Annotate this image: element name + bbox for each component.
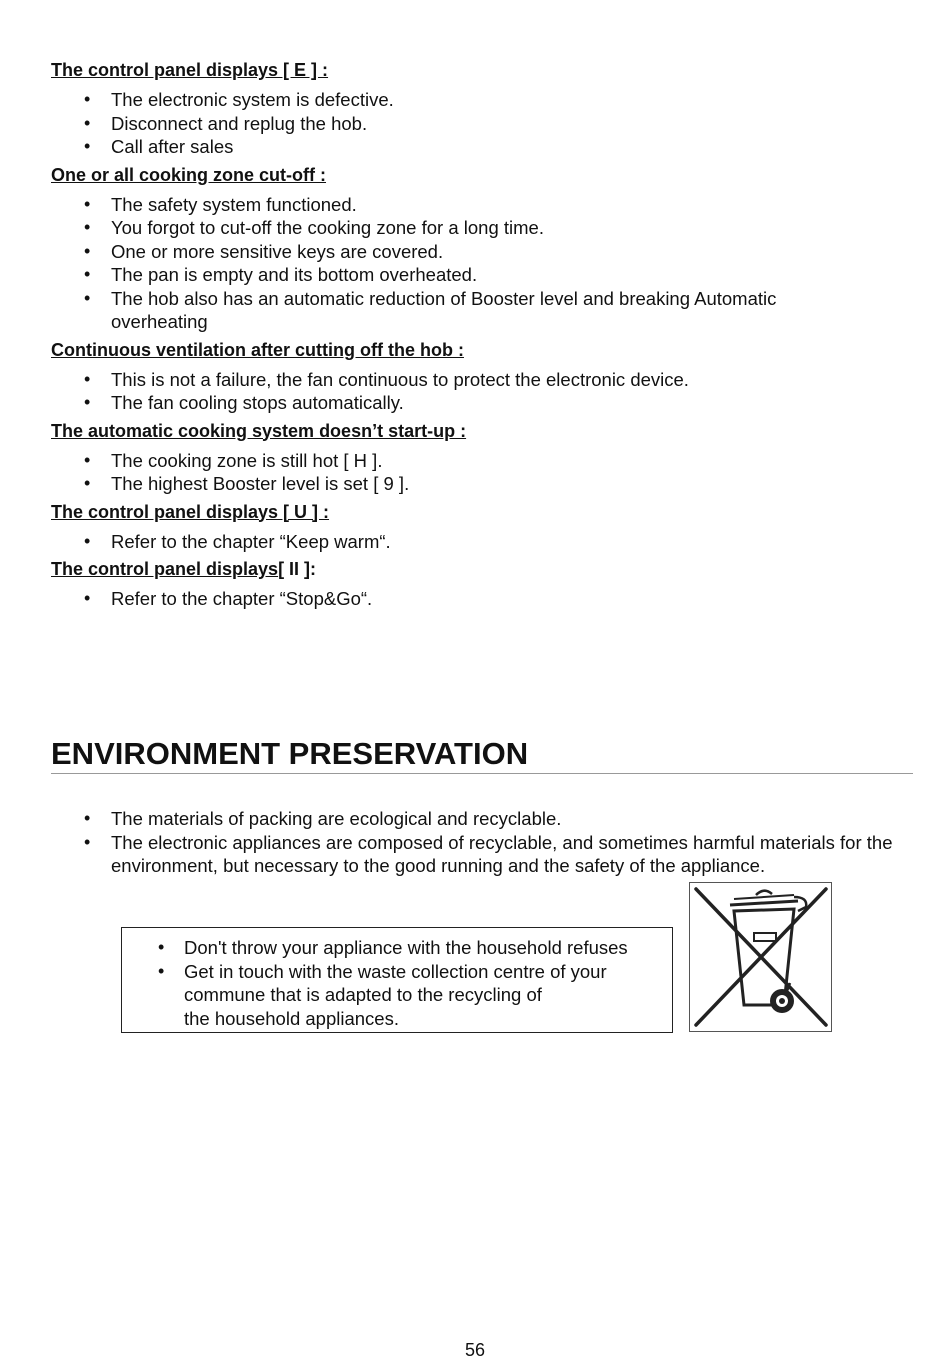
list-item <box>122 936 672 960</box>
troubleshooting-content <box>51 58 913 615</box>
bullet-icon: • <box>84 368 91 389</box>
section-display-ii <box>51 557 913 611</box>
section-display-e <box>51 58 913 159</box>
section-continuous-ventilation <box>51 338 913 415</box>
list-item-text: Refer to the chapter “Stop&Go“. <box>111 588 373 609</box>
bullet-list <box>51 88 913 159</box>
list-item-text: The cooking zone is still hot [ H ]. <box>111 449 383 471</box>
section-heading: The automatic cooking system doesn’t start-up : <box>51 420 467 441</box>
list-item <box>51 472 913 496</box>
bullet-icon: • <box>158 937 165 957</box>
list-item-text <box>184 961 607 1029</box>
bullet-list <box>51 449 913 496</box>
list-item-text: The electronic appliances are composed of recyclable, and sometimes harmful materials for the environment, but necessary to the good running and the safety of the appliance. <box>111 831 893 876</box>
crossed-out-wheelie-bin-icon <box>689 882 832 1032</box>
list-item-text: The electronic system is defective. <box>111 89 394 110</box>
section-display-u <box>51 500 913 554</box>
list-item <box>51 112 913 136</box>
list-item-text: Refer to the chapter “Keep warm“. <box>111 530 391 552</box>
list-item-text: Don't throw your appliance with the household refuses <box>184 937 628 958</box>
list-item-text: The materials of packing are ecological and recyclable. <box>111 808 562 829</box>
bullet-list <box>51 368 913 415</box>
section-heading <box>51 557 913 581</box>
disposal-notice-box <box>121 927 673 1033</box>
list-item <box>51 240 913 264</box>
list-item-text: This is not a failure, the fan continuous to protect the electronic device. <box>111 368 689 390</box>
section-heading: One or all cooking zone cut-off : <box>51 164 327 185</box>
list-item <box>51 287 913 334</box>
bullet-list <box>51 807 913 878</box>
list-item <box>51 587 913 611</box>
list-item <box>51 449 913 473</box>
bullet-icon: • <box>84 217 91 237</box>
bullet-icon: • <box>84 193 91 214</box>
bullet-icon: • <box>84 287 91 308</box>
list-item <box>51 88 913 112</box>
bullet-icon: • <box>84 473 91 493</box>
environment-title: ENVIRONMENT PRESERVATION <box>51 735 913 774</box>
bullet-icon: • <box>84 808 91 828</box>
list-item-text: The safety system functioned. <box>111 193 357 215</box>
environment-list <box>51 807 913 882</box>
bullet-icon: • <box>84 588 91 608</box>
list-item-text: The pan is empty and its bottom overheated. <box>111 264 478 285</box>
list-item <box>51 263 913 287</box>
section-heading: The control panel displays [ U ] : <box>51 501 330 522</box>
bullet-icon: • <box>84 392 91 412</box>
bullet-icon: • <box>84 264 91 284</box>
list-item <box>51 831 913 878</box>
section-zone-cutoff <box>51 163 913 334</box>
bullet-icon: • <box>84 89 91 109</box>
section-automatic-cooking <box>51 419 913 496</box>
list-item-text: You forgot to cut-off the cooking zone for a long time. <box>111 217 544 238</box>
weee-symbol <box>690 883 831 1031</box>
list-item-line: Get in touch with the waste collection centre of your <box>184 960 607 982</box>
list-item <box>51 135 913 159</box>
bullet-icon: • <box>84 449 91 470</box>
bullet-list <box>51 587 913 611</box>
list-item-text: Disconnect and replug the hob. <box>111 112 368 134</box>
list-item-line: the household appliances. <box>184 1007 399 1029</box>
list-item-line: commune that is adapted to the recycling of <box>184 984 542 1005</box>
section-heading: The control panel displays [ E ] : <box>51 60 329 80</box>
list-item <box>51 368 913 392</box>
list-item <box>51 193 913 217</box>
list-item-text: The hob also has an automatic reduction of Booster level and breaking Automatic overheating <box>111 287 777 332</box>
bullet-list <box>51 530 913 554</box>
list-item-text: One or more sensitive keys are covered. <box>111 240 444 262</box>
list-item-text: The fan cooling stops automatically. <box>111 392 404 413</box>
section-heading-main: The control panel displays <box>51 559 279 579</box>
bullet-icon: • <box>84 831 91 852</box>
list-item <box>122 960 672 1031</box>
bullet-icon: • <box>84 112 91 133</box>
bullet-icon: • <box>84 136 91 156</box>
bullet-list <box>51 193 913 334</box>
list-item <box>51 807 913 831</box>
section-heading: Continuous ventilation after cutting off the hob : <box>51 339 464 360</box>
list-item <box>51 391 913 415</box>
list-item <box>51 216 913 240</box>
list-item-text: Call after sales <box>111 136 234 157</box>
bullet-icon: • <box>158 960 165 981</box>
bullet-list <box>122 936 672 1030</box>
bullet-icon: • <box>84 240 91 261</box>
page-number: 56 <box>464 1340 486 1360</box>
bullet-icon: • <box>84 530 91 551</box>
section-heading-suffix: [ II ]: <box>278 559 317 579</box>
list-item-text: The highest Booster level is set [ 9 ]. <box>111 473 410 494</box>
list-item <box>51 530 913 554</box>
